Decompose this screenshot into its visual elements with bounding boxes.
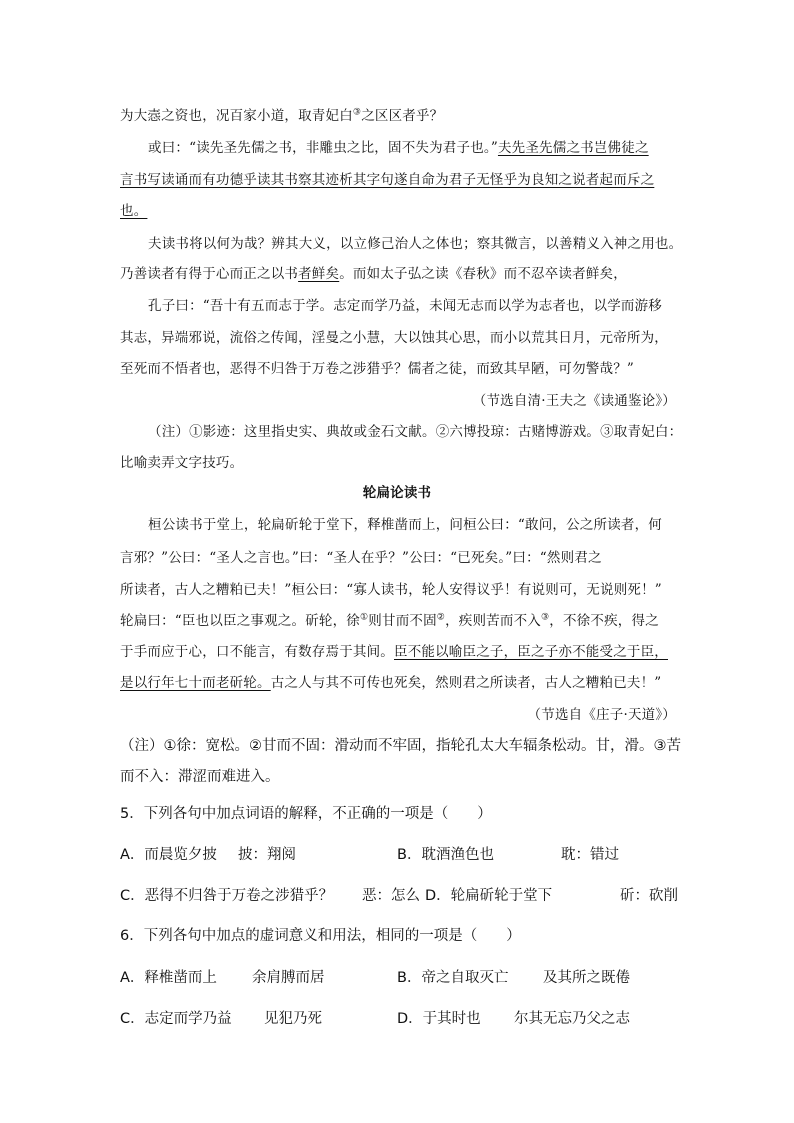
question-5-stem: 5．下列各句中加点词语的解释，不正确的一项是（ ） (120, 806, 492, 822)
passage1-line-9: 至死而不悟者也，恶得不归咎于万卷之涉猎乎？儒者之徒，而致其早陋，可勿警哉？” (120, 361, 635, 377)
q6-option-b-second: 及其所之既倦 (543, 970, 630, 986)
passage1-line-3: 言书写读诵而有功德乎读其书察其迹析其字句遂自命为君子无怪乎为良知之说者起而斥之 (120, 172, 655, 188)
passage1-line-6: 乃善读者有得于心而正之以书者鲜矣。而如太子弘之读《春秋》而不忍卒读者鲜矣， (120, 266, 627, 282)
q6-option-d-second: 尔其无忘乃父之志 (514, 1011, 630, 1027)
q6-option-b[interactable]: B．帝之自取灭亡 (397, 970, 509, 986)
q6-option-a[interactable]: A．释椎凿而上 (120, 970, 217, 986)
passage1-note-line-2: 比喻卖弄文字技巧。 (120, 455, 244, 471)
underlined-sentence: 臣不能以喻臣之子，臣之子亦不能受之于臣， (394, 644, 668, 660)
q6-option-c[interactable]: C．志定而学乃益 (120, 1011, 232, 1027)
q6-option-c-second: 见犯乃死 (264, 1011, 322, 1027)
passage2-line-2: 言邪？”公曰：“圣人之言也。”曰：“圣人在乎？”公曰：“已死矣。”曰：“然则君之 (120, 550, 602, 566)
question-6-stem: 6．下列各句中加点的虚词意义和用法，相同的一项是（ ） (120, 928, 521, 944)
passage1-line-2: 或曰：“读先圣先儒之书，非雕虫之比，固不失为君子也。”夫先圣先儒之书岂佛徒之 (148, 140, 649, 156)
passage1-source: （节选自清·王夫之《读通鉴论》） (472, 393, 676, 409)
passage1-line-5: 夫读书将以何为哉？辨其大义，以立修己治人之体也；察其微言，以善精义入神之用也。 (148, 236, 683, 252)
q6-option-a-second: 余肩膊而居 (252, 970, 325, 986)
q5-option-d-gloss: 斫：砍削 (620, 888, 678, 904)
passage2-title: 轮扁论读书 (362, 485, 432, 501)
passage1-line-4: 也。 (120, 203, 148, 219)
passage1-line-1: 为大悫之资也，况百家小道，取青妃白③之区区者乎？ (120, 107, 444, 124)
passage2-line-5: 于手而应于心，口不能言，有数存焉于其间。臣不能以喻臣之子，臣之子亦不能受之于臣， (120, 644, 668, 660)
q5-option-b-gloss: 耽：错过 (561, 847, 619, 863)
underlined-sentence: 夫先圣先儒之书岂佛徒之 (497, 140, 649, 156)
passage2-note-line-1: （注）①徐：宽松。②甘而不固：滑动而不牢固，指轮孔太大车辐条松动。甘，滑。③苦 (120, 738, 681, 754)
passage2-line-1: 桓公读书于堂上，轮扁斫轮于堂下，释椎凿而上，问桓公曰：“敢问，公之所读者，何 (148, 517, 663, 533)
passage2-line-4: 轮扁曰：“臣也以臣之事观之。斫轮，徐①则甘而不固②，疾则苦而不入③，不徐不疾，得之 (120, 612, 659, 629)
q6-option-d[interactable]: D．于其时也 (397, 1011, 481, 1027)
q5-option-a[interactable]: A．而晨览夕披 (120, 847, 217, 863)
q5-option-d[interactable]: D．轮扁斫轮于堂下 (425, 888, 553, 904)
passage2-line-3: 所读者，古人之糟粕已夫！”桓公曰：“寡人读书，轮人安得议乎！有说则可，无说则死！” (120, 582, 662, 598)
passage2-note-line-2: 而不入：滞涩而难进入。 (120, 769, 280, 785)
passage2-source: （节选自《庄子·天道》） (527, 707, 676, 723)
q5-option-a-gloss: 披：翔阅 (238, 847, 296, 863)
q5-option-b[interactable]: B．耽酒渔色也 (397, 847, 494, 863)
q5-option-c[interactable]: C．恶得不归咎于万卷之涉猎乎？ (120, 888, 334, 904)
q5-option-c-gloss: 恶：怎么 (362, 888, 420, 904)
passage2-line-6: 是以行年七十而老斫轮。古之人与其不可传也死矣，然则君之所读者，古人之糟粕已夫！” (120, 675, 662, 691)
passage1-line-8: 其志，异端邪说，流俗之传闻，淫曼之小慧，大以蚀其心思，而小以荒其日月，元帝所为， (120, 330, 668, 346)
passage1-note-line-1: （注）①影迹：这里指史实、典故或金石文献。②六博投琼：古赌博游戏。③取青妃白： (148, 424, 683, 440)
passage1-line-7: 孔子曰：“吾十有五而志于学。志定而学乃益，未闻无志而以学为志者也，以学而游移 (148, 298, 663, 314)
